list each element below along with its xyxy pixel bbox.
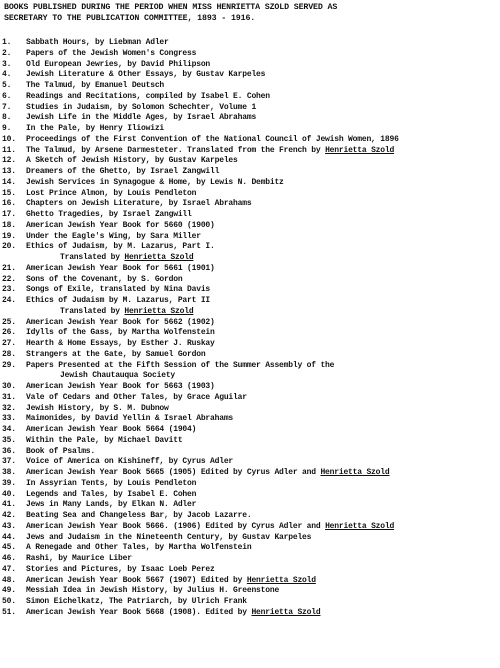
list-item (2, 447, 498, 458)
item-title (26, 371, 498, 382)
item-number: 21. (2, 263, 16, 273)
item-title (26, 275, 498, 286)
item-number: 28. (2, 349, 16, 359)
item-text: Rashi, by Maurice Liber (26, 554, 132, 563)
item-text: American Jewish Year Book for 5661 (1901) (26, 263, 215, 273)
list-item (2, 328, 498, 339)
item-title (26, 189, 498, 200)
item-text: Studies in Judaism, by Solomon Schechter, Volume 1 (26, 102, 257, 112)
item-number: 33. (2, 414, 16, 424)
item-number: 15. (2, 188, 16, 198)
item-title (26, 522, 498, 533)
item-title (26, 146, 498, 157)
list-item (2, 285, 498, 296)
list-item (2, 500, 498, 511)
item-number: 20. (2, 242, 16, 252)
item-text: Hearth & Home Essays, by Esther J. Ruskay (26, 339, 215, 348)
list-item (2, 608, 498, 619)
item-number: 32. (2, 403, 16, 413)
heading-line-2: SECRETARY TO THE PUBLICATION COMMITTEE, 1893 - 1916. (4, 13, 256, 23)
item-text: Songs of Exile, translated by Nina Davis (26, 285, 211, 295)
item-title (26, 81, 498, 92)
item-title (26, 457, 498, 468)
item-number: 22. (2, 274, 16, 284)
item-text: Vale of Cedars and Other Tales, by Grace Aguilar (26, 392, 247, 402)
item-number: 1. (2, 38, 12, 47)
item-title (26, 135, 498, 146)
item-number: 36. (2, 446, 16, 456)
item-text: Proceedings of the First Convention of the National Council of Jewish Women, 1896 (26, 134, 399, 144)
item-title (26, 382, 498, 393)
item-number: 10. (2, 134, 16, 144)
list-item (2, 318, 498, 329)
item-number: 26. (2, 328, 16, 338)
item-title (26, 490, 498, 501)
item-number: 39. (2, 478, 16, 488)
item-number: 45. (2, 543, 16, 553)
list-item (2, 361, 498, 372)
item-title (26, 350, 498, 361)
item-title (26, 328, 498, 339)
item-text: Jewish Literature & Other Essays, by Gustav Karpeles (26, 70, 266, 80)
item-number: 27. (2, 339, 16, 348)
list-item (2, 543, 498, 554)
item-number: 9. (2, 124, 12, 133)
item-text: Ethics of Judaism by M. Lazarus, Part II (26, 296, 211, 305)
book-list (2, 38, 498, 619)
item-number: 13. (2, 167, 16, 176)
list-item (2, 167, 498, 178)
list-item (2, 92, 498, 103)
item-text: Simon Eichelkatz, The Patriarch, by Ulrich Frank (26, 597, 247, 606)
item-text: Translated by (60, 253, 125, 262)
item-title (26, 565, 498, 576)
item-text: In the Pale, by Henry Iliowizi (26, 124, 165, 133)
item-number: 6. (2, 91, 12, 101)
item-number: 8. (2, 113, 12, 123)
item-text: Jewish Chautauqua Society (60, 371, 176, 381)
underlined-name: Henrietta Szold (246, 575, 316, 585)
item-text: Book of Psalms. (26, 446, 96, 456)
list-item (2, 275, 498, 286)
item-text: American Jewish Year Book for 5660 (1900) (26, 220, 215, 230)
item-title (26, 393, 498, 404)
item-text: American Jewish Year Book for 5663 (1903) (26, 382, 215, 391)
item-title (26, 479, 498, 490)
item-text: Stories and Pictures, by Isaac Loeb Perez (26, 564, 215, 574)
item-text: American Jewish Year Book 5664 (1904) (26, 425, 197, 434)
item-title (26, 38, 498, 49)
item-text: Papers Presented at the Fifth Session of the Summer Assembly of the (26, 360, 335, 370)
item-text: Maimonides, by David Yellin & Israel Abrahams (26, 414, 234, 424)
item-title (26, 285, 498, 296)
item-title (26, 156, 498, 167)
item-number: 47. (2, 564, 16, 574)
item-title (26, 500, 498, 511)
item-text: Dreamers of the Ghetto, by Israel Zangwill (26, 167, 220, 176)
item-number: 29. (2, 360, 16, 370)
item-text: Within the Pale, by Michael Davitt (26, 435, 183, 445)
item-number: 19. (2, 231, 16, 241)
item-title (26, 404, 498, 415)
list-item (2, 113, 498, 124)
list-item (2, 81, 498, 92)
item-title (26, 232, 498, 243)
item-number: 48. (2, 575, 16, 585)
underlined-name: Henrietta Szold (320, 468, 390, 477)
item-text: Translated by (60, 306, 125, 316)
item-text: American Jewish Year Book 5668 (1908). Edited by (26, 607, 252, 617)
list-item (2, 350, 498, 361)
item-text: American Jewish Year Book 5665 (1905) Edited by Cyrus Adler and (26, 468, 321, 477)
list-item-continuation (2, 371, 498, 382)
item-number: 17. (2, 210, 16, 219)
item-text: In Assyrian Tents, by Louis Pendleton (26, 478, 197, 488)
list-item (2, 533, 498, 544)
list-item (2, 146, 498, 157)
item-title (26, 576, 498, 587)
item-number: 25. (2, 317, 16, 327)
list-item (2, 339, 498, 350)
item-text: Messiah Idea in Jewish History, by Julius H. Greenstone (26, 586, 280, 596)
list-item (2, 382, 498, 393)
item-number: 43. (2, 521, 16, 531)
list-item (2, 103, 498, 114)
item-title (26, 543, 498, 554)
list-item (2, 576, 498, 587)
item-text: Sabbath Hours, by Liebman Adler (26, 38, 169, 47)
item-title (26, 124, 498, 135)
item-text: The Talmud, by Arsene Darmesteter. Translated from the French by (26, 145, 326, 155)
list-item (2, 393, 498, 404)
item-number: 16. (2, 199, 16, 209)
item-number (2, 253, 26, 264)
underlined-name: Henrietta Szold (124, 306, 194, 316)
item-number: 44. (2, 532, 16, 542)
item-number: 50. (2, 597, 16, 606)
item-number: 46. (2, 554, 16, 563)
list-item (2, 436, 498, 447)
item-text: Papers of the Jewish Women's Congress (26, 48, 197, 58)
item-number: 31. (2, 392, 16, 402)
item-title (26, 533, 498, 544)
list-item (2, 156, 498, 167)
list-item (2, 414, 498, 425)
item-text: Under the Eagle's Wing, by Sara Miller (26, 231, 201, 241)
item-text: Voice of America on Kishineff, by Cyrus Adler (26, 457, 234, 467)
item-text: Jews and Judaism in the Nineteenth Century, by Gustav Karpeles (26, 532, 312, 542)
item-text: American Jewish Year Book 5667 (1907) Edited by (26, 575, 247, 585)
item-number (2, 307, 26, 318)
item-title (26, 178, 498, 189)
list-item (2, 565, 498, 576)
item-title (26, 511, 498, 522)
item-number: 5. (2, 81, 12, 90)
item-text: Jewish History, by S. M. Dubnow (26, 403, 169, 413)
item-text: Ethics of Judaism, by M. Lazarus, Part I. (26, 242, 215, 252)
list-item (2, 511, 498, 522)
list-item (2, 124, 498, 135)
list-item (2, 242, 498, 253)
item-number: 24. (2, 296, 16, 305)
item-text: Lost Prince Almon, by Louis Pendleton (26, 188, 197, 198)
item-text: Jewish Services in Synagogue & Home, by Lewis N. Dembitz (26, 177, 284, 187)
list-item (2, 49, 498, 60)
item-number (2, 371, 26, 382)
item-title (26, 296, 498, 307)
item-number: 7. (2, 102, 12, 112)
item-text: Beating Sea and Changeless Bar, by Jacob Lazarre. (26, 511, 252, 520)
heading-line-1: BOOKS PUBLISHED DURING THE PERIOD WHEN MISS HENRIETTA SZOLD SERVED AS (4, 3, 338, 12)
list-item (2, 554, 498, 565)
list-item (2, 468, 498, 479)
item-number: 11. (2, 145, 16, 155)
item-title (26, 210, 498, 221)
list-item (2, 425, 498, 436)
item-text: A Renegade and Other Tales, by Martha Wolfenstein (26, 543, 252, 553)
item-title (26, 425, 498, 436)
list-item (2, 457, 498, 468)
list-item-continuation (2, 307, 498, 318)
item-title (26, 339, 498, 350)
item-number: 41. (2, 500, 16, 510)
item-text: The Talmud, by Emanuel Deutsch (26, 81, 165, 90)
underlined-name: Henrietta Szold (251, 607, 321, 617)
item-title (26, 318, 498, 329)
item-title (26, 221, 498, 232)
list-item (2, 221, 498, 232)
item-title (26, 60, 498, 71)
item-text: Jewish Life in the Middle Ages, by Israel Abrahams (26, 113, 257, 123)
list-item (2, 210, 498, 221)
item-number: 49. (2, 586, 16, 596)
list-item (2, 522, 498, 533)
list-item-continuation (2, 253, 498, 264)
item-title (26, 554, 498, 565)
item-text: American Jewish Year Book 5666. (1906) Edited by Cyrus Adler and (26, 521, 326, 531)
item-number: 40. (2, 489, 16, 499)
item-title (26, 307, 498, 318)
list-item (2, 60, 498, 71)
list-item (2, 232, 498, 243)
list-item (2, 70, 498, 81)
item-title (26, 447, 498, 458)
item-number: 51. (2, 607, 16, 617)
item-title (26, 361, 498, 372)
item-text: Old European Jewries, by David Philipson (26, 59, 211, 69)
item-text: Chapters on Jewish Literature, by Israel Abrahams (26, 199, 252, 209)
item-title (26, 264, 498, 275)
item-title (26, 414, 498, 425)
item-number: 35. (2, 435, 16, 445)
item-number: 14. (2, 177, 16, 187)
item-text: A Sketch of Jewish History, by Gustav Karpeles (26, 156, 238, 166)
list-item (2, 490, 498, 501)
item-number: 30. (2, 382, 16, 391)
item-title (26, 468, 498, 479)
underlined-name: Henrietta Szold (325, 145, 395, 155)
list-item (2, 264, 498, 275)
item-number: 12. (2, 156, 16, 166)
item-title (26, 199, 498, 210)
item-number: 2. (2, 48, 12, 58)
item-text: Ghetto Tragedies, by Israel Zangwill (26, 210, 192, 219)
item-text: Legends and Tales, by Isabel E. Cohen (26, 489, 197, 499)
item-text: Strangers at the Gate, by Samuel Gordon (26, 349, 206, 359)
list-item (2, 135, 498, 146)
item-number: 18. (2, 220, 16, 230)
document-heading (4, 3, 494, 24)
list-item (2, 178, 498, 189)
list-item (2, 199, 498, 210)
item-number: 42. (2, 511, 16, 520)
item-title (26, 103, 498, 114)
item-title (26, 253, 498, 264)
list-item (2, 586, 498, 597)
list-item (2, 296, 498, 307)
item-title (26, 92, 498, 103)
item-title (26, 436, 498, 447)
list-item (2, 597, 498, 608)
item-number: 3. (2, 59, 12, 69)
item-number: 34. (2, 425, 16, 434)
item-title (26, 608, 498, 619)
item-text: Idylls of the Gass, by Martha Wolfenstein (26, 328, 215, 338)
item-title (26, 49, 498, 60)
underlined-name: Henrietta Szold (124, 253, 194, 262)
underlined-name: Henrietta Szold (325, 521, 395, 531)
item-text: Jews in Many Lands, by Elkan N. Adler (26, 500, 197, 510)
item-title (26, 242, 498, 253)
list-item (2, 479, 498, 490)
item-number: 38. (2, 468, 16, 477)
item-text: Readings and Recitations, compiled by Isabel E. Cohen (26, 91, 270, 101)
item-title (26, 167, 498, 178)
list-item (2, 404, 498, 415)
item-title (26, 597, 498, 608)
list-item (2, 38, 498, 49)
item-text: American Jewish Year Book for 5662 (1902) (26, 317, 215, 327)
item-number: 37. (2, 457, 16, 467)
item-number: 23. (2, 285, 16, 295)
list-item (2, 189, 498, 200)
item-title (26, 70, 498, 81)
item-title (26, 586, 498, 597)
item-number: 4. (2, 70, 12, 80)
item-title (26, 113, 498, 124)
item-text: Sons of the Covenant, by S. Gordon (26, 274, 183, 284)
